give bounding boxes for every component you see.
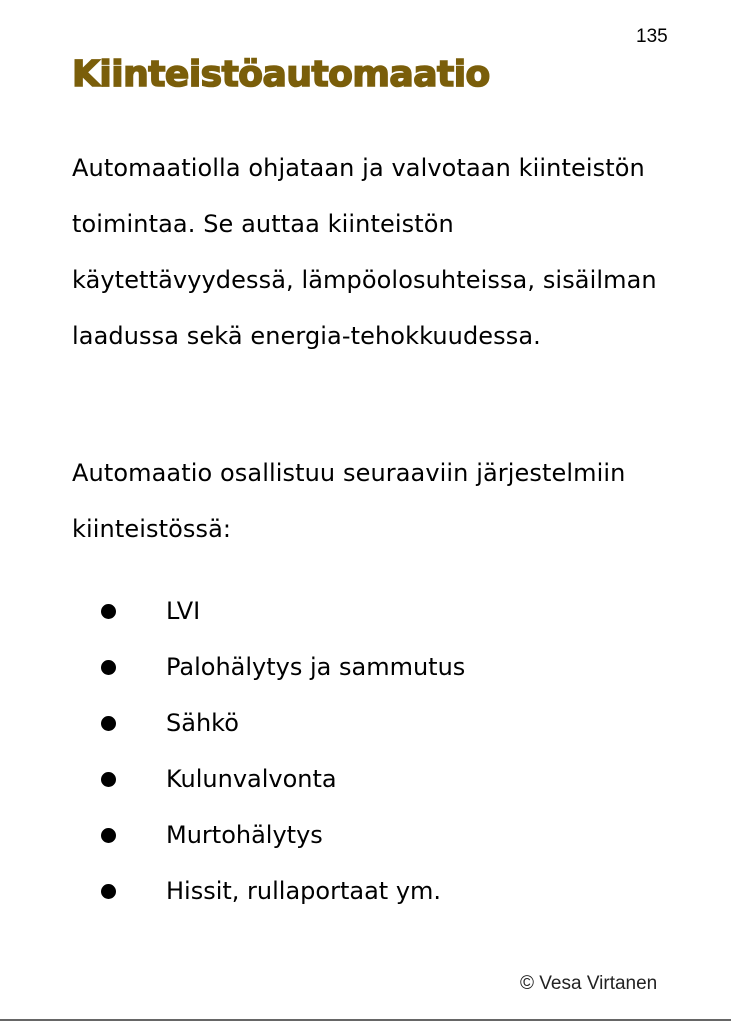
list-item: [0, 808, 680, 864]
list-item-text: LVI: [166, 597, 201, 625]
bullet-icon: [101, 716, 116, 731]
list-item-text: Hissit, rullaportaat ym.: [166, 877, 442, 905]
list-item-text: Murtohälytys: [166, 821, 323, 849]
list-item: [0, 640, 680, 696]
list-item: [0, 752, 680, 808]
bullet-icon: [101, 884, 116, 899]
list-item: [0, 864, 680, 920]
list-item-text: Palohälytys ja sammutus: [166, 653, 466, 681]
systems-intro-paragraph: Automaatio osallistuu seuraaviin järjestelmiin kiinteistössä:: [72, 459, 626, 543]
list-item-text: Kulunvalvonta: [166, 765, 337, 793]
list-item: [0, 696, 680, 752]
list-item: [0, 584, 680, 640]
copyright-notice: © Vesa Virtanen: [520, 973, 658, 994]
page-number: 135: [636, 26, 668, 47]
page-title: Kiinteistöautomaatio: [72, 54, 490, 95]
page-bottom-divider: [0, 1019, 731, 1021]
systems-list: [0, 584, 680, 920]
bullet-icon: [101, 828, 116, 843]
intro-paragraph: Automaatiolla ohjataan ja valvotaan kiinteistön toimintaa. Se auttaa kiinteistön käytettävyydessä, lämpöolosuhteissa, sisäilman laadussa sekä energia-tehokkuudessa.: [72, 154, 657, 350]
bullet-icon: [101, 604, 116, 619]
bullet-icon: [101, 660, 116, 675]
list-item-text: Sähkö: [166, 709, 239, 737]
bullet-icon: [101, 772, 116, 787]
